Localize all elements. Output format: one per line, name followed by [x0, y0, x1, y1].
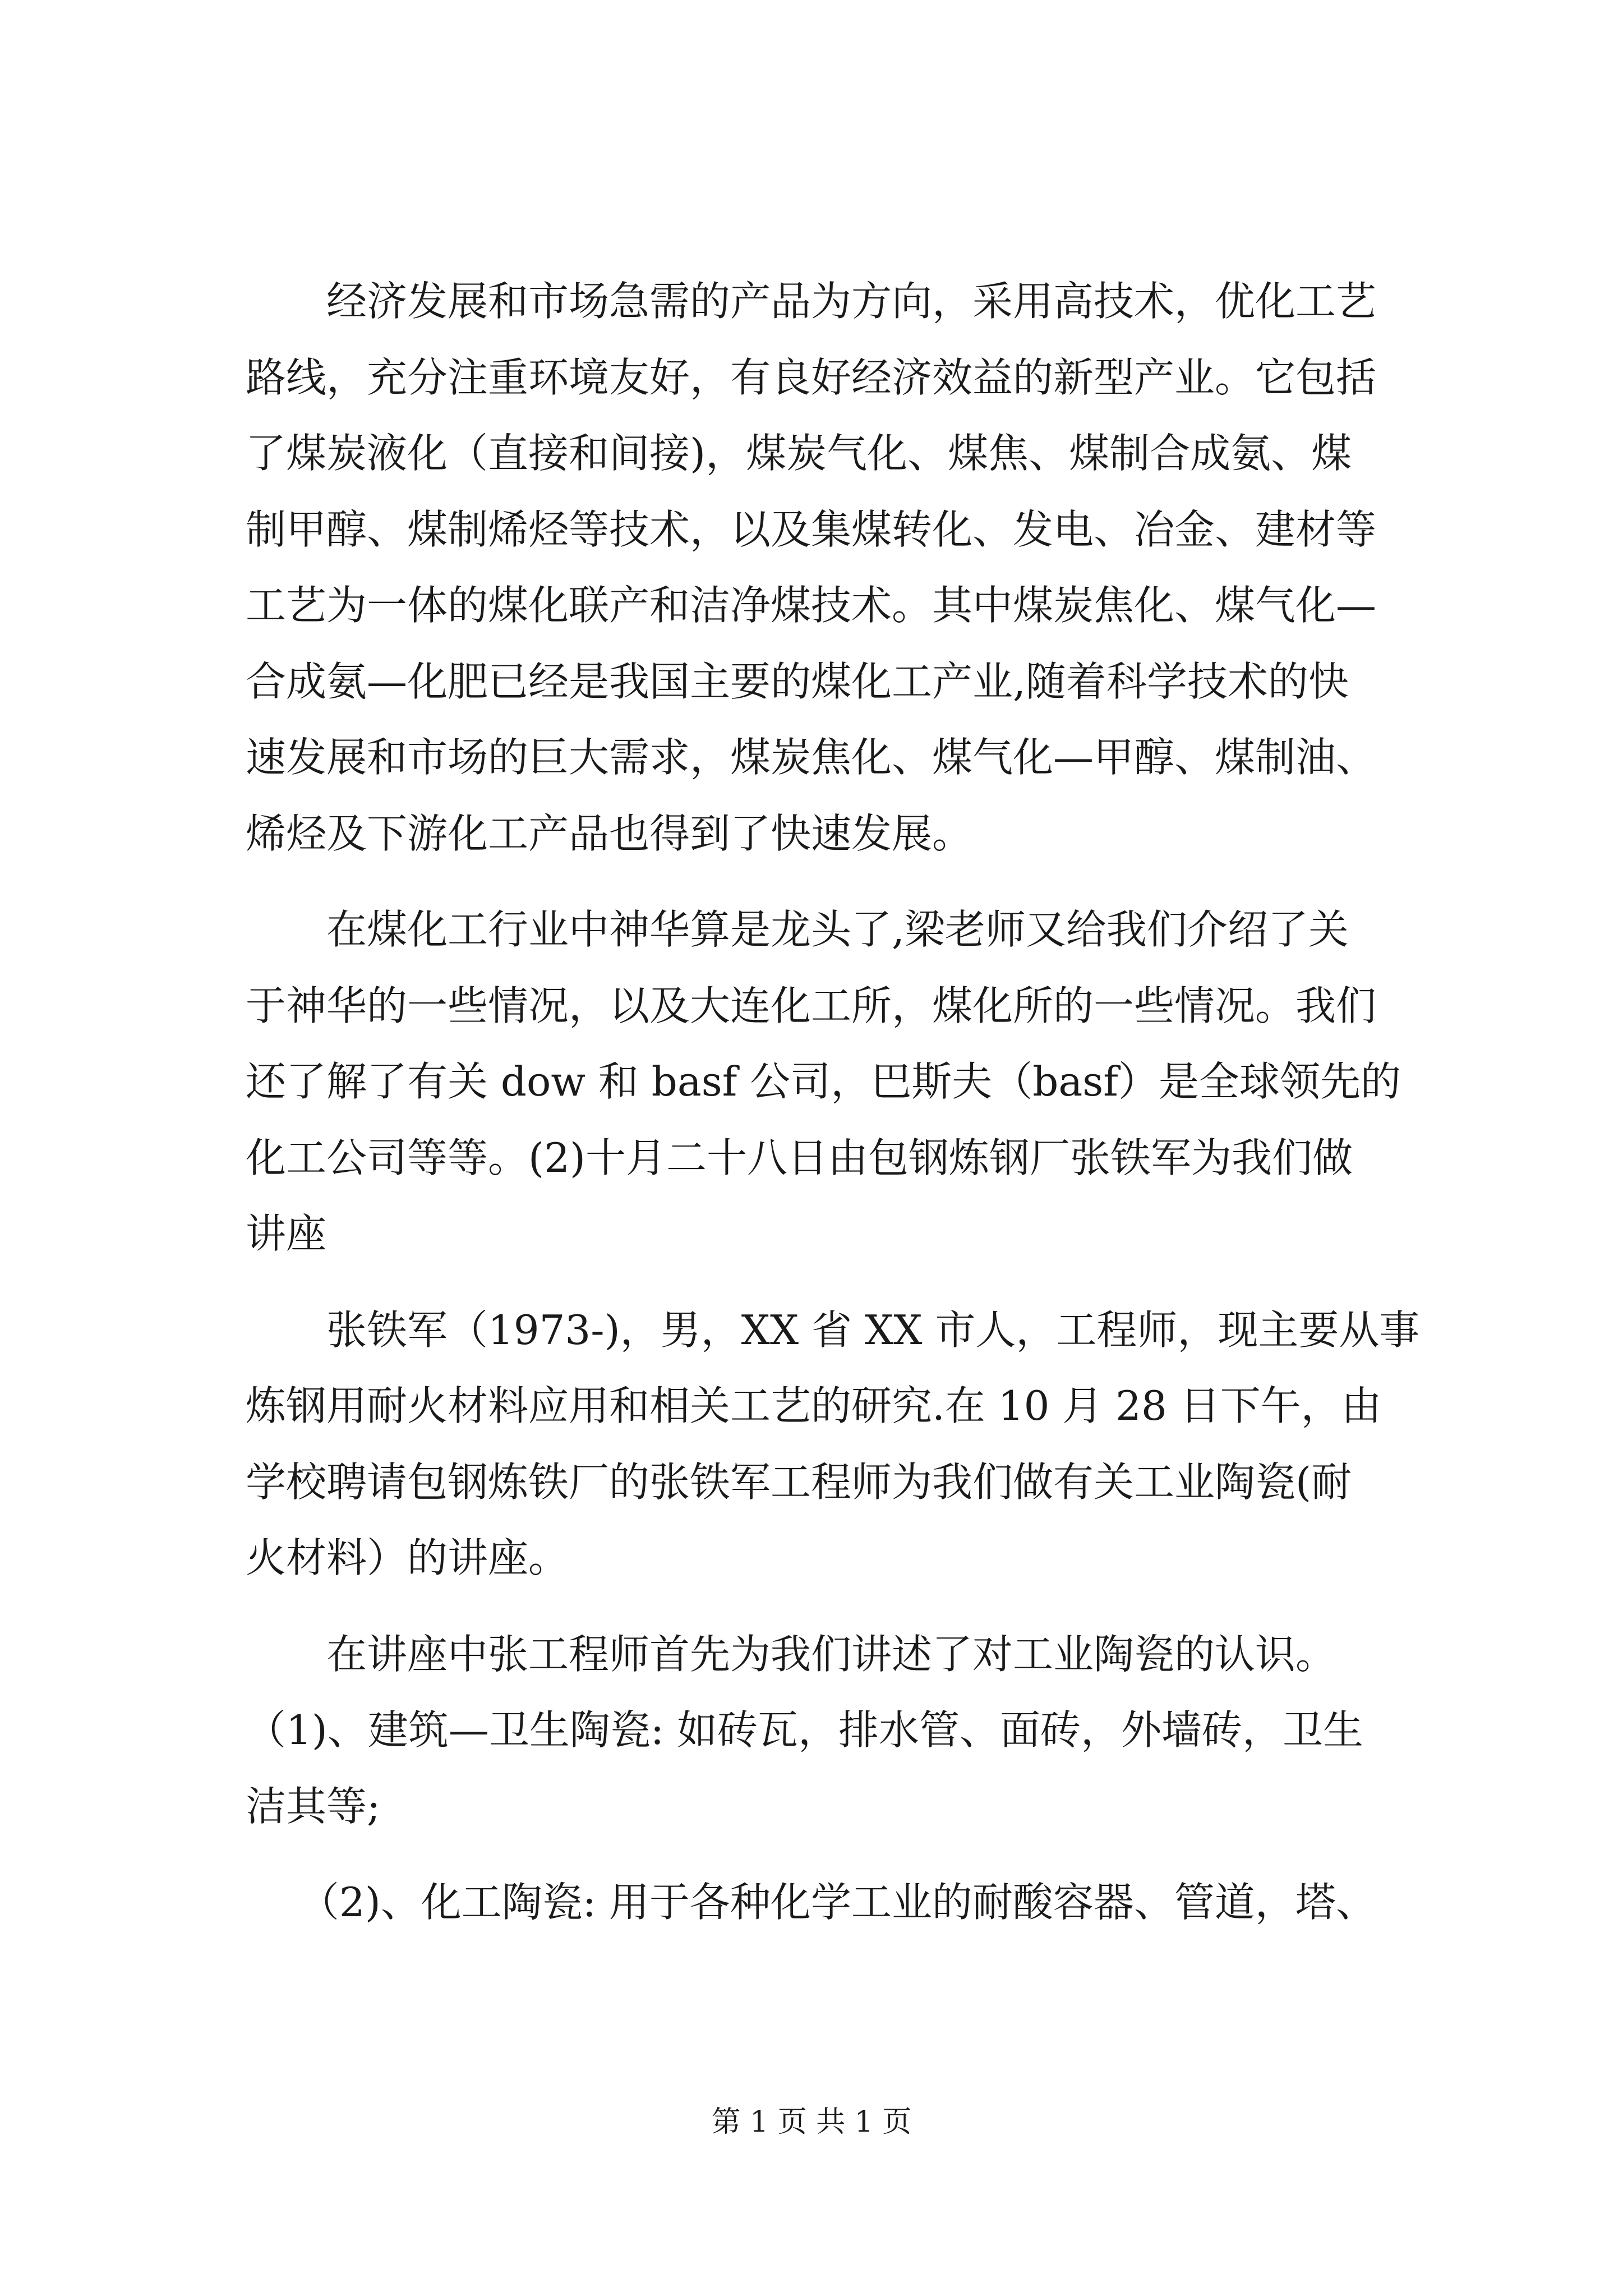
text-line: 炼钢用耐火材料应用和相关工艺的研究.在 10 月 28 日下午，由: [246, 1382, 1382, 1429]
text-line: 路线，充分注重环境友好，有良好经济效益的新型产业。它包括: [246, 353, 1377, 401]
document-body: [246, 264, 1423, 1941]
text-line: （1)、建筑—卫生陶瓷: 如砖瓦，排水管、面砖，外墙砖，卫生: [246, 1706, 1364, 1754]
text-line: 经济发展和市场急需的产品为方向，采用高技术，优化工艺: [246, 278, 1377, 325]
text-line: 学校聘请包钢炼铁厂的张铁军工程师为我们做有关工业陶瓷(耐: [246, 1458, 1352, 1506]
text-line: 速发展和市场的巨大需求，煤炭焦化、煤气化—甲醇、煤制油、: [246, 734, 1377, 781]
text-line: 工艺为一体的煤化联产和洁净煤技术。其中煤炭焦化、煤气化—: [246, 582, 1377, 629]
text-line: （2)、化工陶瓷: 用于各种化学工业的耐酸容器、管道，塔、: [246, 1879, 1376, 1926]
paragraph: [246, 1292, 1423, 1596]
page-number-label: 第 1 页 共 1 页: [711, 2105, 912, 2139]
paragraph: [246, 892, 1423, 1272]
paragraph: [246, 1865, 1423, 1941]
text-line: 张铁军（1973-)，男，XX 省 XX 市人，工程师，现主要从事: [246, 1306, 1420, 1354]
page-footer: [0, 2098, 1623, 2140]
paragraph: [246, 1617, 1423, 1845]
text-line: 烯烃及下游化工产品也得到了快速发展。: [246, 809, 973, 857]
text-line: 讲座: [246, 1210, 327, 1257]
text-line: 合成氨—化肥已经是我国主要的煤化工产业,随着科学技术的快: [246, 657, 1349, 705]
text-line: 了煤炭液化（直接和间接)，煤炭气化、煤焦、煤制合成氨、煤: [246, 430, 1352, 477]
text-line: 洁其等;: [246, 1782, 381, 1830]
paragraph: [246, 264, 1423, 872]
text-line: 化工公司等等。(2)十月二十八日由包钢炼钢厂张铁军为我们做: [246, 1134, 1353, 1181]
text-line: 制甲醇、煤制烯烃等技术，以及集煤转化、发电、冶金、建材等: [246, 505, 1377, 553]
text-line: 火材料）的讲座。: [246, 1534, 569, 1581]
text-line: 还了解了有关 dow 和 basf 公司，巴斯夫（basf）是全球领先的: [246, 1058, 1401, 1105]
text-line: 在讲座中张工程师首先为我们讲述了对工业陶瓷的认识。: [246, 1630, 1336, 1678]
text-line: 于神华的一些情况，以及大连化工所，煤化所的一些情况。我们: [246, 982, 1377, 1029]
text-line: 在煤化工行业中神华算是龙头了,梁老师又给我们介绍了关: [246, 906, 1349, 953]
